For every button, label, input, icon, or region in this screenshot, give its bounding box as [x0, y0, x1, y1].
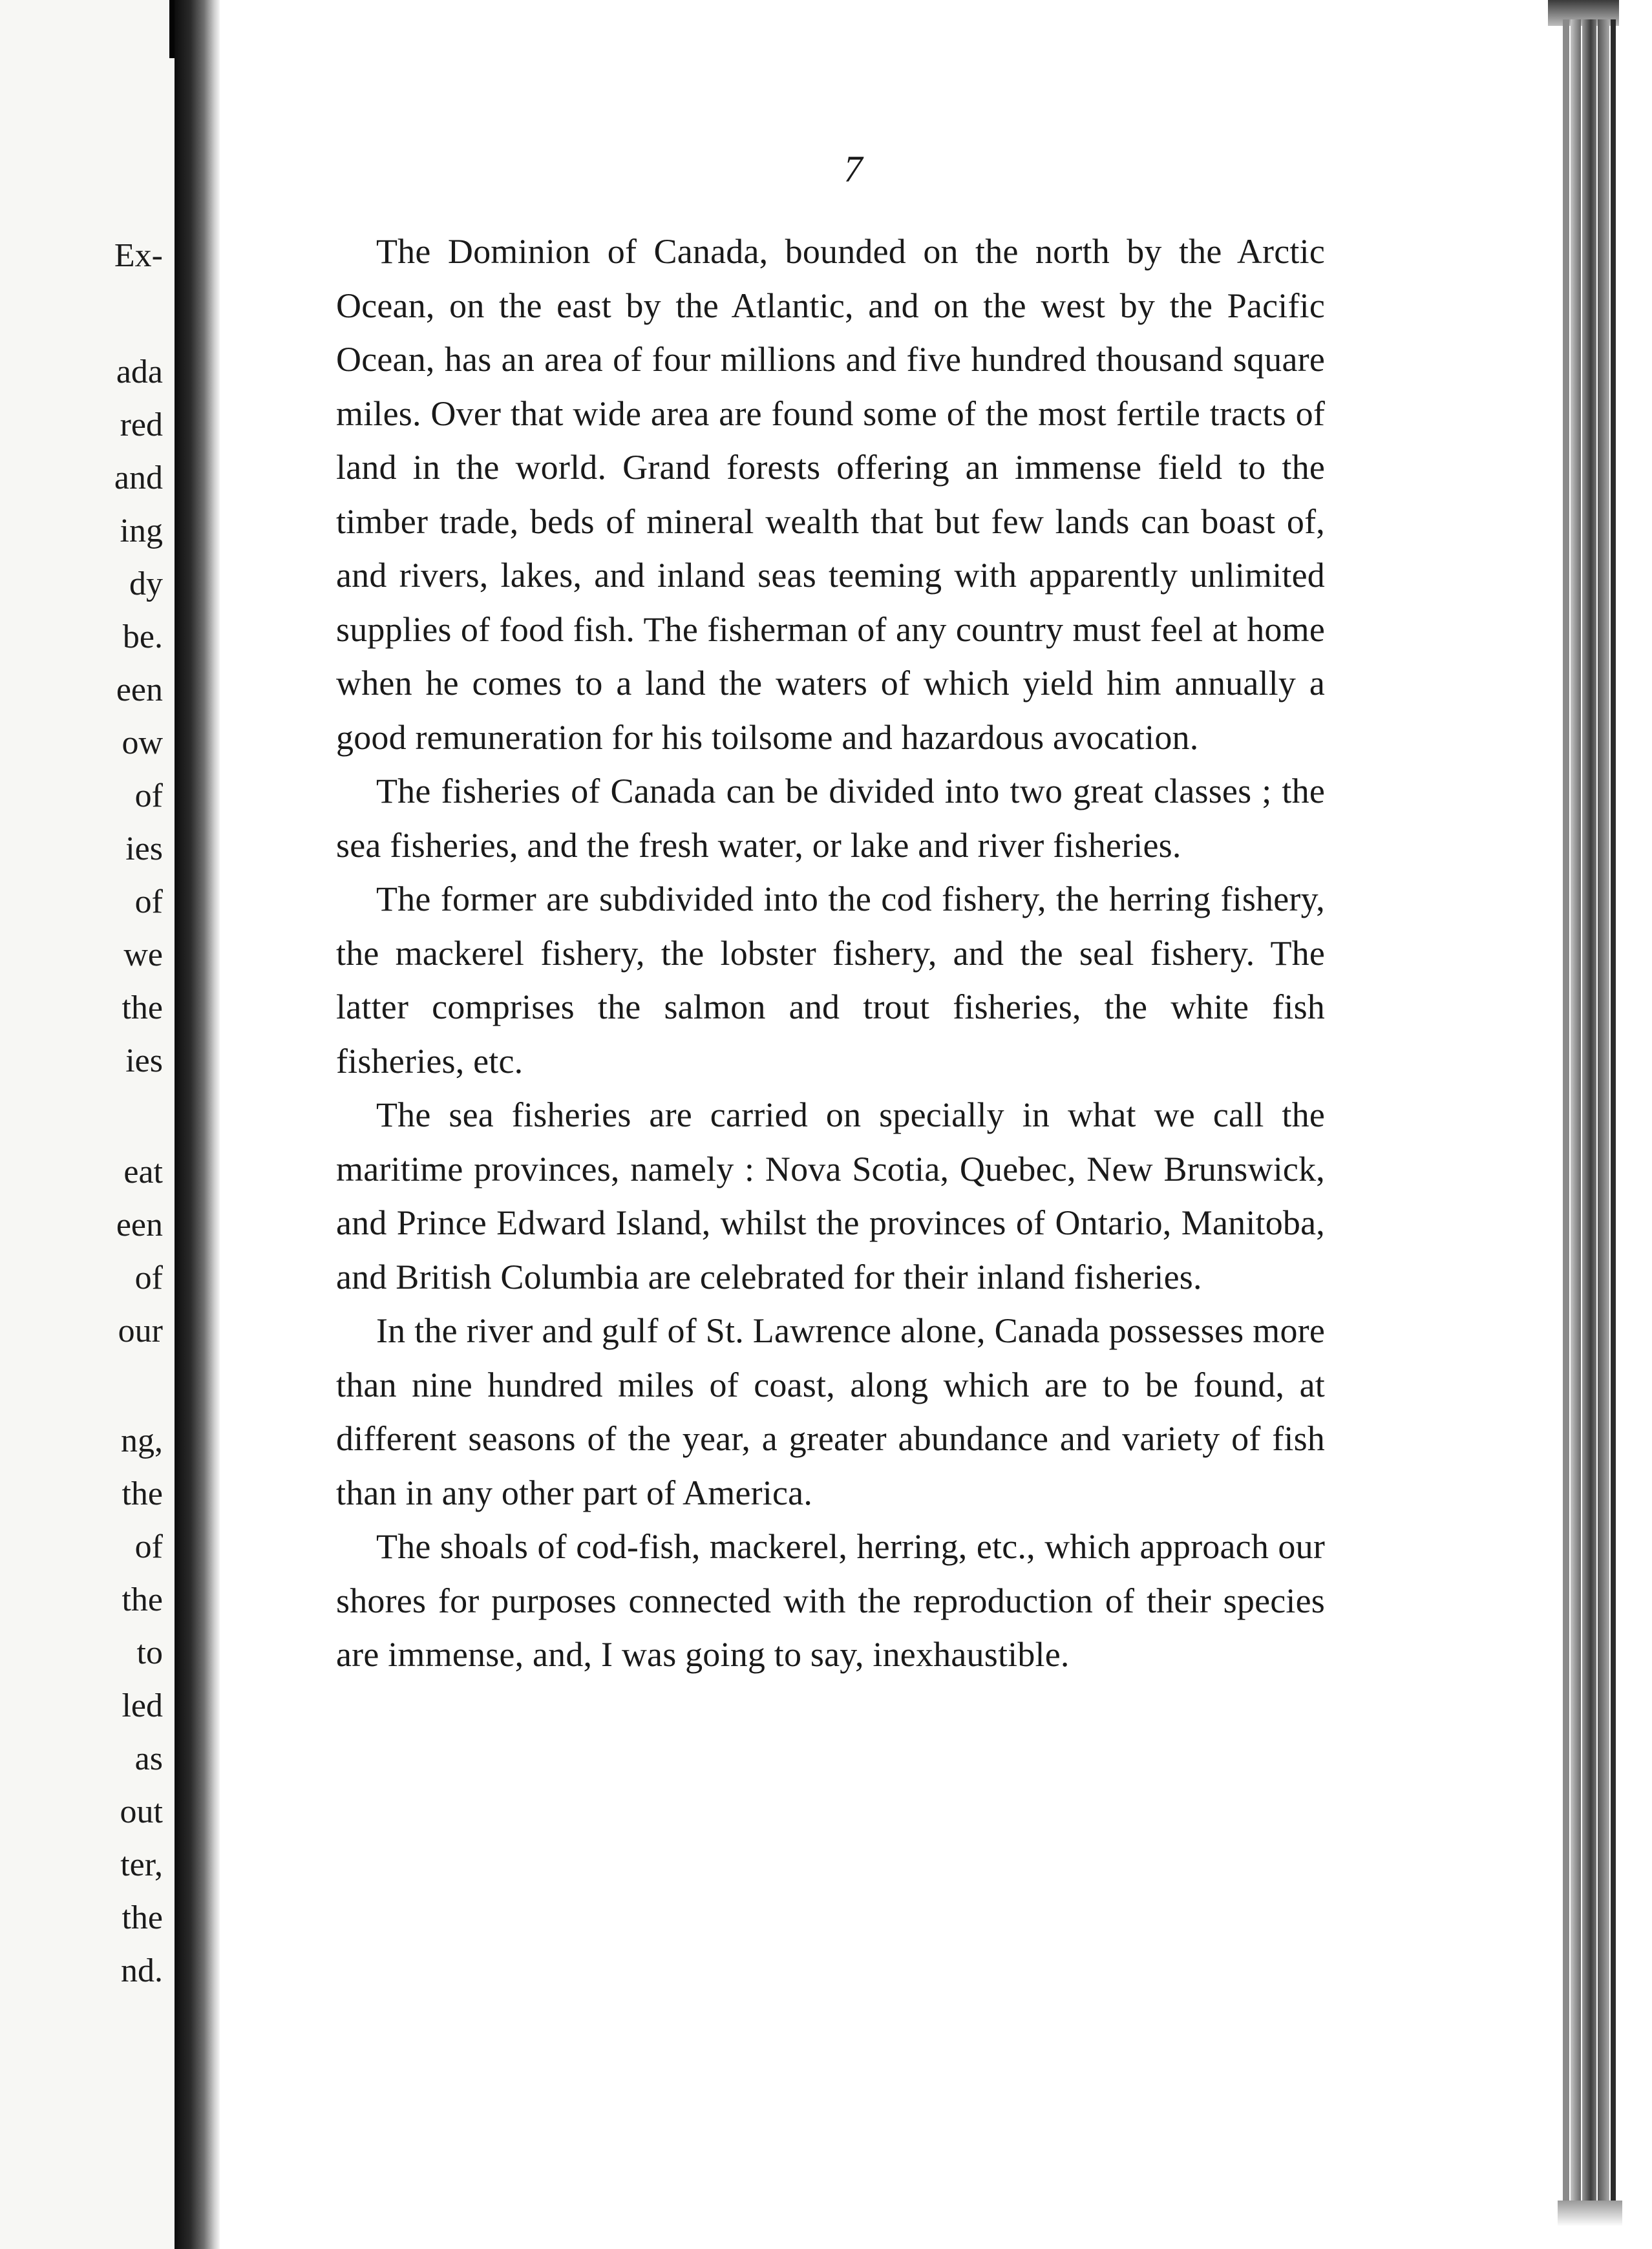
main-page	[220, 0, 1545, 2249]
paragraph: The former are subdivided into the cod fishery, the herring fishery, the mackerel fishery, the lobster fishery, and the seal fishery. The latter comprises the salmon and trout fisheries, the white fish fisheries, etc.	[336, 880, 1325, 1081]
paragraph: The fisheries of Canada can be divided into two great classes ; the sea fisheries, and the fresh water, or lake and river fisheries.	[336, 772, 1325, 865]
left-line-fragment: we	[123, 936, 163, 973]
left-line-fragment: ies	[125, 1042, 163, 1079]
left-line-fragment: our	[118, 1313, 163, 1349]
left-line-fragment: eat	[123, 1154, 163, 1190]
left-line-fragment: to	[136, 1634, 163, 1671]
paragraph: The Dominion of Canada, bounded on the north by the Arctic Ocean, on the east by the Atlantic, and on the west by the Pacific Ocean, has an area of four millions and five hundred thousand square miles. Over that wide area are found some of the most fertile tracts of land in the world. Grand forests offering an immense field to the timber trade, beds of mineral wealth that but few lands can boast of, and rivers, lakes, and inland seas teeming with apparently unlimited supplies of food fish. The fisherman of any country must feel at home when he comes to a land the waters of which yield him annually a good remuneration for his toilsome and hazardous avocation.	[336, 232, 1325, 757]
page-stack-edge	[1563, 19, 1569, 2223]
left-line-fragment: as	[134, 1740, 163, 1777]
left-line-fragment: een	[116, 1207, 163, 1243]
left-line-fragment: ter,	[120, 1846, 163, 1883]
left-line-fragment: ow	[122, 724, 163, 761]
previous-page-fragment	[0, 0, 175, 2249]
body-text	[336, 225, 1325, 1682]
left-line-fragment: ies	[125, 830, 163, 867]
left-line-fragment: dy	[129, 565, 163, 602]
left-line-fragment: the	[122, 1899, 163, 1936]
left-line-fragment: of	[134, 883, 163, 920]
left-line-fragment: red	[120, 407, 163, 443]
page-stack-edge	[1611, 19, 1616, 2223]
paragraph: In the river and gulf of St. Lawrence alone, Canada possesses more than nine hundred miles of coast, along which are to be found, at different seasons of the year, a greater abundance and variety of fish than in any other part of America.	[336, 1311, 1325, 1512]
left-line-fragment: the	[122, 1581, 163, 1618]
left-line-fragment: led	[122, 1687, 163, 1724]
paragraph: The shoals of cod-fish, mackerel, herring, etc., which approach our shores for purposes connected with the reproduction of their species are immense, and, I was going to say, inexhaustible.	[336, 1527, 1325, 1674]
page-stack-edge	[1571, 19, 1581, 2223]
left-line-fragment: the	[122, 989, 163, 1026]
page-stack-bottom	[1558, 2201, 1622, 2226]
page-stack-edge	[1598, 19, 1609, 2223]
paragraph: The sea fisheries are carried on specially in what we call the maritime provinces, namely : Nova Scotia, Quebec, New Brunswick, and Prince Edward Island, whilst the provinces of Ontario, Manitoba, and British Columbia are celebrated for their inland fisheries.	[336, 1095, 1325, 1296]
left-line-fragment: ada	[116, 354, 163, 390]
left-line-fragment: the	[122, 1475, 163, 1512]
left-line-fragment: Ex-	[114, 237, 163, 274]
left-line-fragment: be.	[122, 618, 163, 655]
book-gutter	[175, 0, 220, 2249]
left-line-fragment: of	[134, 1528, 163, 1565]
left-line-fragment: out	[120, 1793, 163, 1830]
page-number: 7	[843, 148, 863, 190]
page-stack-edge	[1582, 19, 1596, 2223]
left-line-fragment: nd.	[121, 1952, 163, 1989]
left-line-fragment: of	[134, 1260, 163, 1296]
left-line-fragment: of	[134, 777, 163, 814]
left-line-fragment: een	[116, 671, 163, 708]
left-line-fragment: and	[114, 459, 163, 496]
left-line-fragment: ing	[120, 512, 163, 549]
left-line-fragment: ng,	[121, 1422, 163, 1459]
